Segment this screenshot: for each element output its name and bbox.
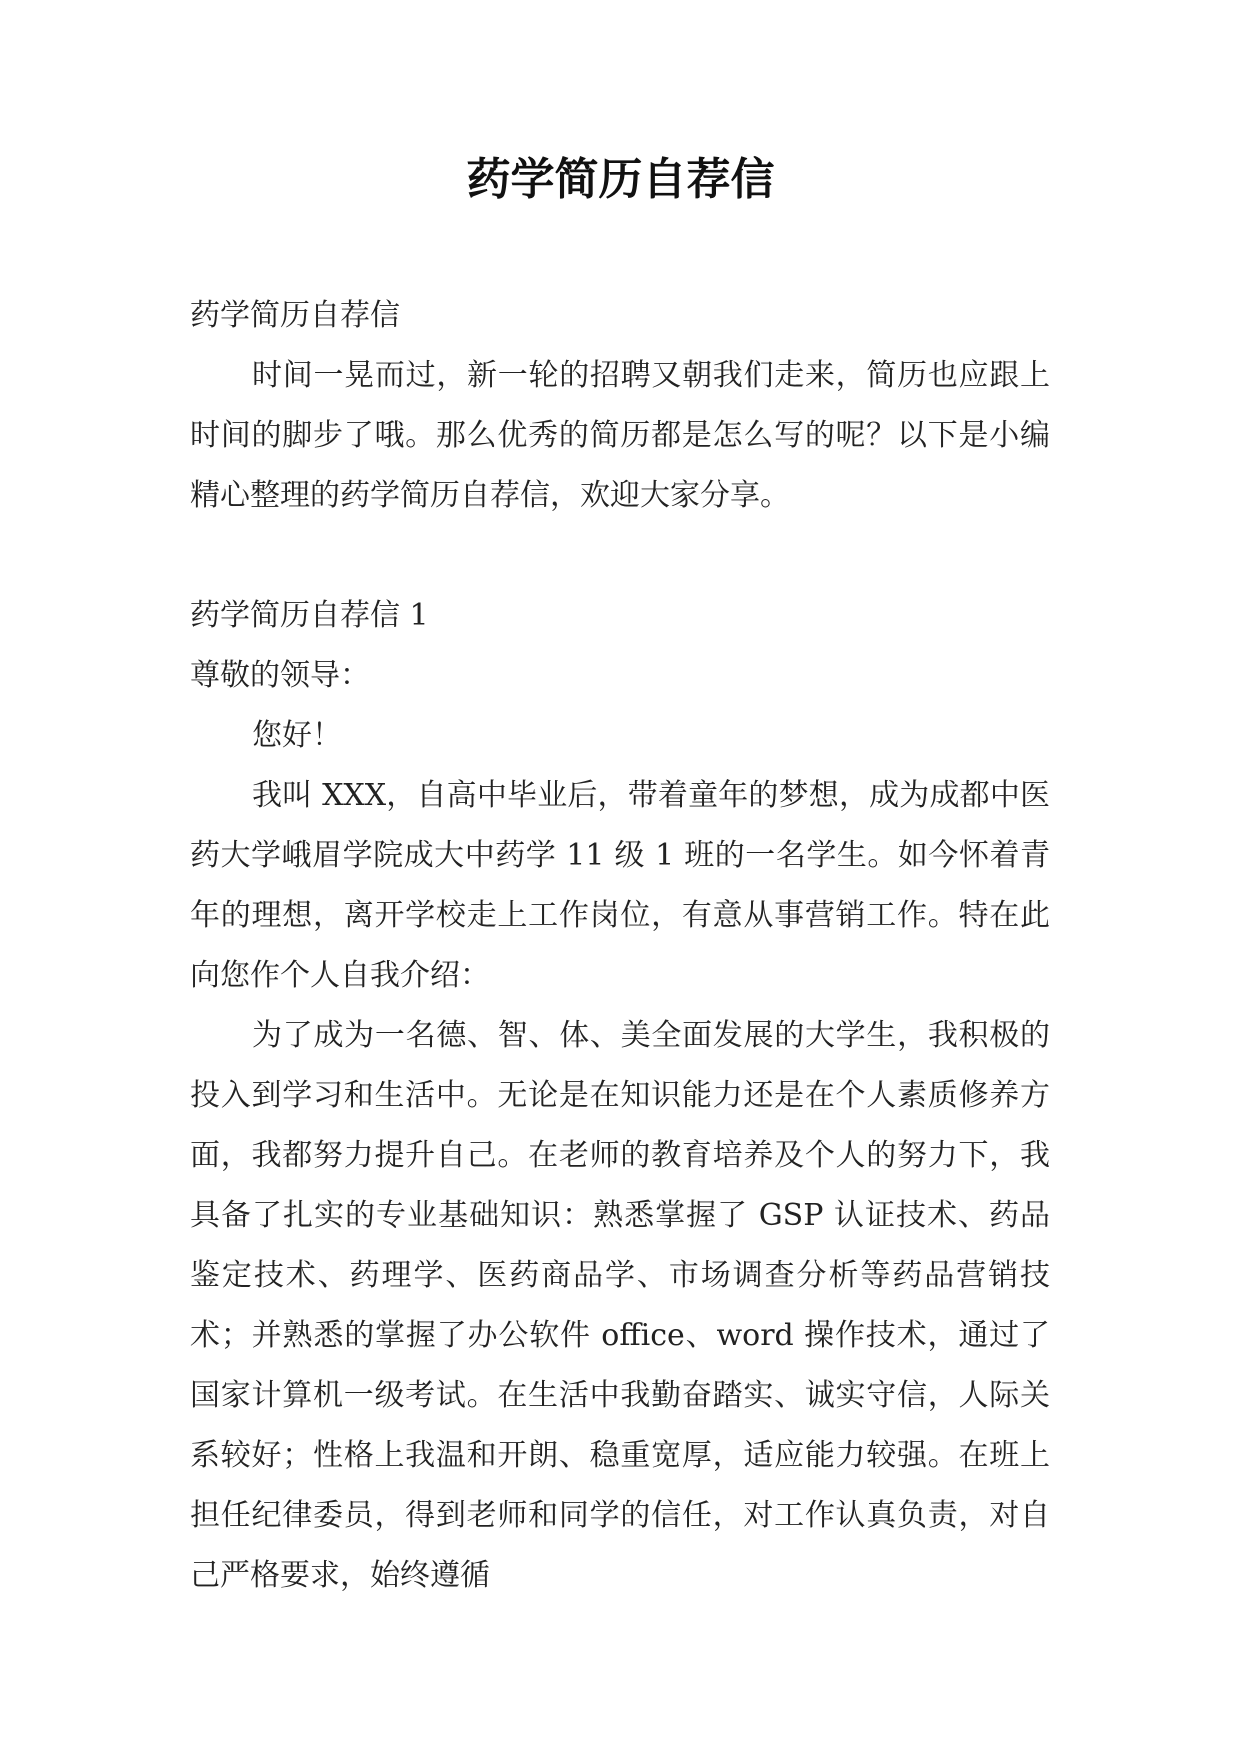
- qualifications-paragraph: 为了成为一名德、智、体、美全面发展的大学生，我积极的投入到学习和生活中。无论是在知识能力还是在个人素质修养方面，我都努力提升自己。在老师的教育培养及个人的努力下，我具备了扎实的专业基础知识：熟悉掌握了 GSP 认证技术、药品鉴定技术、药理学、医药商品学、市场调查分析等药品营销技术；并熟悉的掌握了办公软件 office、word 操作技术，通过了国家计算机一级考试。在生活中我勤奋踏实、诚实守信，人际关系较好；性格上我温和开朗、稳重宽厚，适应能力较强。在班上担任纪律委员，得到老师和同学的信任，对工作认真负责，对自己严格要求，始终遵循: [190, 1018, 1050, 1593]
- paragraph-spacer: [190, 526, 1050, 586]
- document-body: [190, 286, 1050, 1606]
- salutation: 尊敬的领导：: [190, 658, 370, 693]
- section-heading: 药学简历自荐信: [190, 298, 400, 333]
- greeting: 您好！: [252, 718, 342, 753]
- intro-paragraph: 时间一晃而过，新一轮的招聘又朝我们走来，简历也应跟上时间的脚步了哦。那么优秀的简历都是怎么写的呢？以下是小编精心整理的药学简历自荐信，欢迎大家分享。: [190, 358, 1050, 513]
- document-title: 药学简历自荐信: [466, 154, 775, 205]
- letter-heading: 药学简历自荐信 1: [190, 598, 429, 633]
- self-introduction-paragraph: 我叫 XXX，自高中毕业后，带着童年的梦想，成为成都中医药大学峨眉学院成大中药学 11 级 1 班的一名学生。如今怀着青年的理想，离开学校走上工作岗位，有意从事营销工作。特在此向您作个人自我介绍：: [190, 778, 1050, 993]
